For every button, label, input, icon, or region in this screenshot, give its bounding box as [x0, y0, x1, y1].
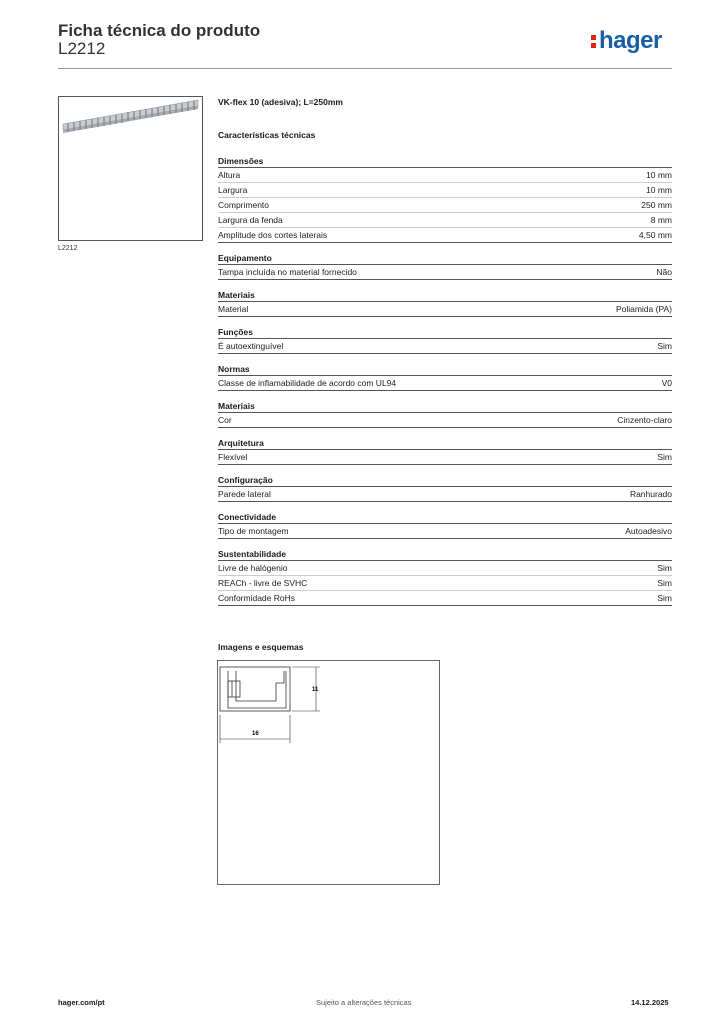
spec-row [218, 376, 672, 391]
spec-row [218, 591, 672, 606]
spec-value: Não [656, 267, 672, 277]
spec-value: Ranhurado [629, 489, 672, 499]
spec-group-title: Arquitetura [218, 437, 672, 450]
product-name: VK-flex 10 (adesiva); L=250mm [218, 97, 343, 107]
spec-label: Parede lateral [218, 489, 271, 499]
spec-label: Livre de halógenio [218, 563, 288, 573]
spec-group-configuration [218, 474, 672, 502]
height-dimension-label: 11 [312, 687, 319, 693]
spec-value: 250 mm [641, 200, 672, 210]
spec-label: Altura [218, 170, 241, 180]
spec-row [218, 265, 672, 280]
spec-group-title: Materiais [218, 289, 672, 302]
spec-group-materials-color [218, 400, 672, 428]
spec-value: Cinzento-claro [617, 415, 672, 425]
spec-group-sustainability [218, 548, 672, 606]
cable-duct-product-icon [59, 97, 202, 240]
spec-group-connectivity [218, 511, 672, 539]
spec-value: Sim [657, 452, 672, 462]
spec-label: Flexível [218, 452, 248, 462]
spec-label: Largura [218, 185, 248, 195]
spec-label: REACh - livre de SVHC [218, 578, 308, 588]
spec-group-standards [218, 363, 672, 391]
page-title: Ficha técnica do produto [58, 21, 261, 40]
spec-row [218, 302, 672, 317]
spec-group-title: Configuração [218, 474, 672, 487]
spec-group-title: Conectividade [218, 511, 672, 524]
spec-group-equipment [218, 252, 672, 280]
spec-label: Tampa incluída no material fornecido [218, 267, 357, 277]
spec-group-title: Sustentabilidade [218, 548, 672, 561]
spec-group-title: Equipamento [218, 252, 672, 265]
footer-website-link[interactable]: hager.com/pt [58, 998, 105, 1007]
spec-label: Largura da fenda [218, 215, 283, 225]
footer-date: 14.12.2025 [631, 998, 669, 1007]
hager-logo[interactable] [591, 27, 662, 55]
spec-value: Sim [657, 593, 672, 603]
spec-row [218, 228, 672, 243]
spec-value: 8 mm [650, 215, 672, 225]
profile-drawing-icon [218, 661, 439, 884]
logo-text: hager [599, 27, 662, 54]
spec-value: 10 mm [646, 185, 672, 195]
spec-label: Conformidade RoHs [218, 593, 296, 603]
spec-row [218, 198, 672, 213]
spec-group-title: Materiais [218, 400, 672, 413]
spec-row [218, 450, 672, 465]
spec-value: Sim [657, 341, 672, 351]
spec-row [218, 168, 672, 183]
spec-label: Tipo de montagem [218, 526, 289, 536]
spec-group-materials [218, 289, 672, 317]
spec-value: Autoadesivo [625, 526, 672, 536]
spec-group-dimensions [218, 155, 672, 243]
spec-row [218, 183, 672, 198]
spec-row [218, 487, 672, 502]
product-image [58, 96, 203, 241]
spec-value: Sim [657, 578, 672, 588]
specs-table [218, 155, 672, 615]
spec-label: Material [218, 304, 249, 314]
product-image-caption: L2212 [58, 245, 78, 252]
spec-label: Comprimento [218, 200, 270, 210]
footer-disclaimer: Sujeito a alterações técnicas [316, 998, 412, 1007]
spec-row [218, 561, 672, 576]
spec-row [218, 524, 672, 539]
spec-value: V0 [661, 378, 672, 388]
dimension-drawing [217, 660, 440, 885]
spec-label: É autoextinguível [218, 341, 284, 351]
spec-group-title: Funções [218, 326, 672, 339]
header-divider [58, 68, 672, 69]
product-code: L2212 [58, 39, 106, 58]
spec-label: Cor [218, 415, 232, 425]
images-section-title: Imagens e esquemas [218, 642, 304, 652]
spec-row [218, 576, 672, 591]
spec-group-architecture [218, 437, 672, 465]
logo-mark-icon [591, 30, 597, 50]
spec-group-title: Normas [218, 363, 672, 376]
spec-row [218, 213, 672, 228]
spec-value: Sim [657, 563, 672, 573]
spec-row [218, 413, 672, 428]
specs-section-title: Características técnicas [218, 130, 316, 140]
spec-value: 10 mm [646, 170, 672, 180]
spec-group-functions [218, 326, 672, 354]
spec-label: Classe de inflamabilidade de acordo com UL94 [218, 378, 397, 388]
spec-row [218, 339, 672, 354]
spec-value: Poliamida (PA) [615, 304, 672, 314]
spec-label: Amplitude dos cortes laterais [218, 230, 328, 240]
spec-value: 4,50 mm [638, 230, 672, 240]
spec-group-title: Dimensões [218, 155, 672, 168]
width-dimension-label: 16 [252, 731, 259, 737]
